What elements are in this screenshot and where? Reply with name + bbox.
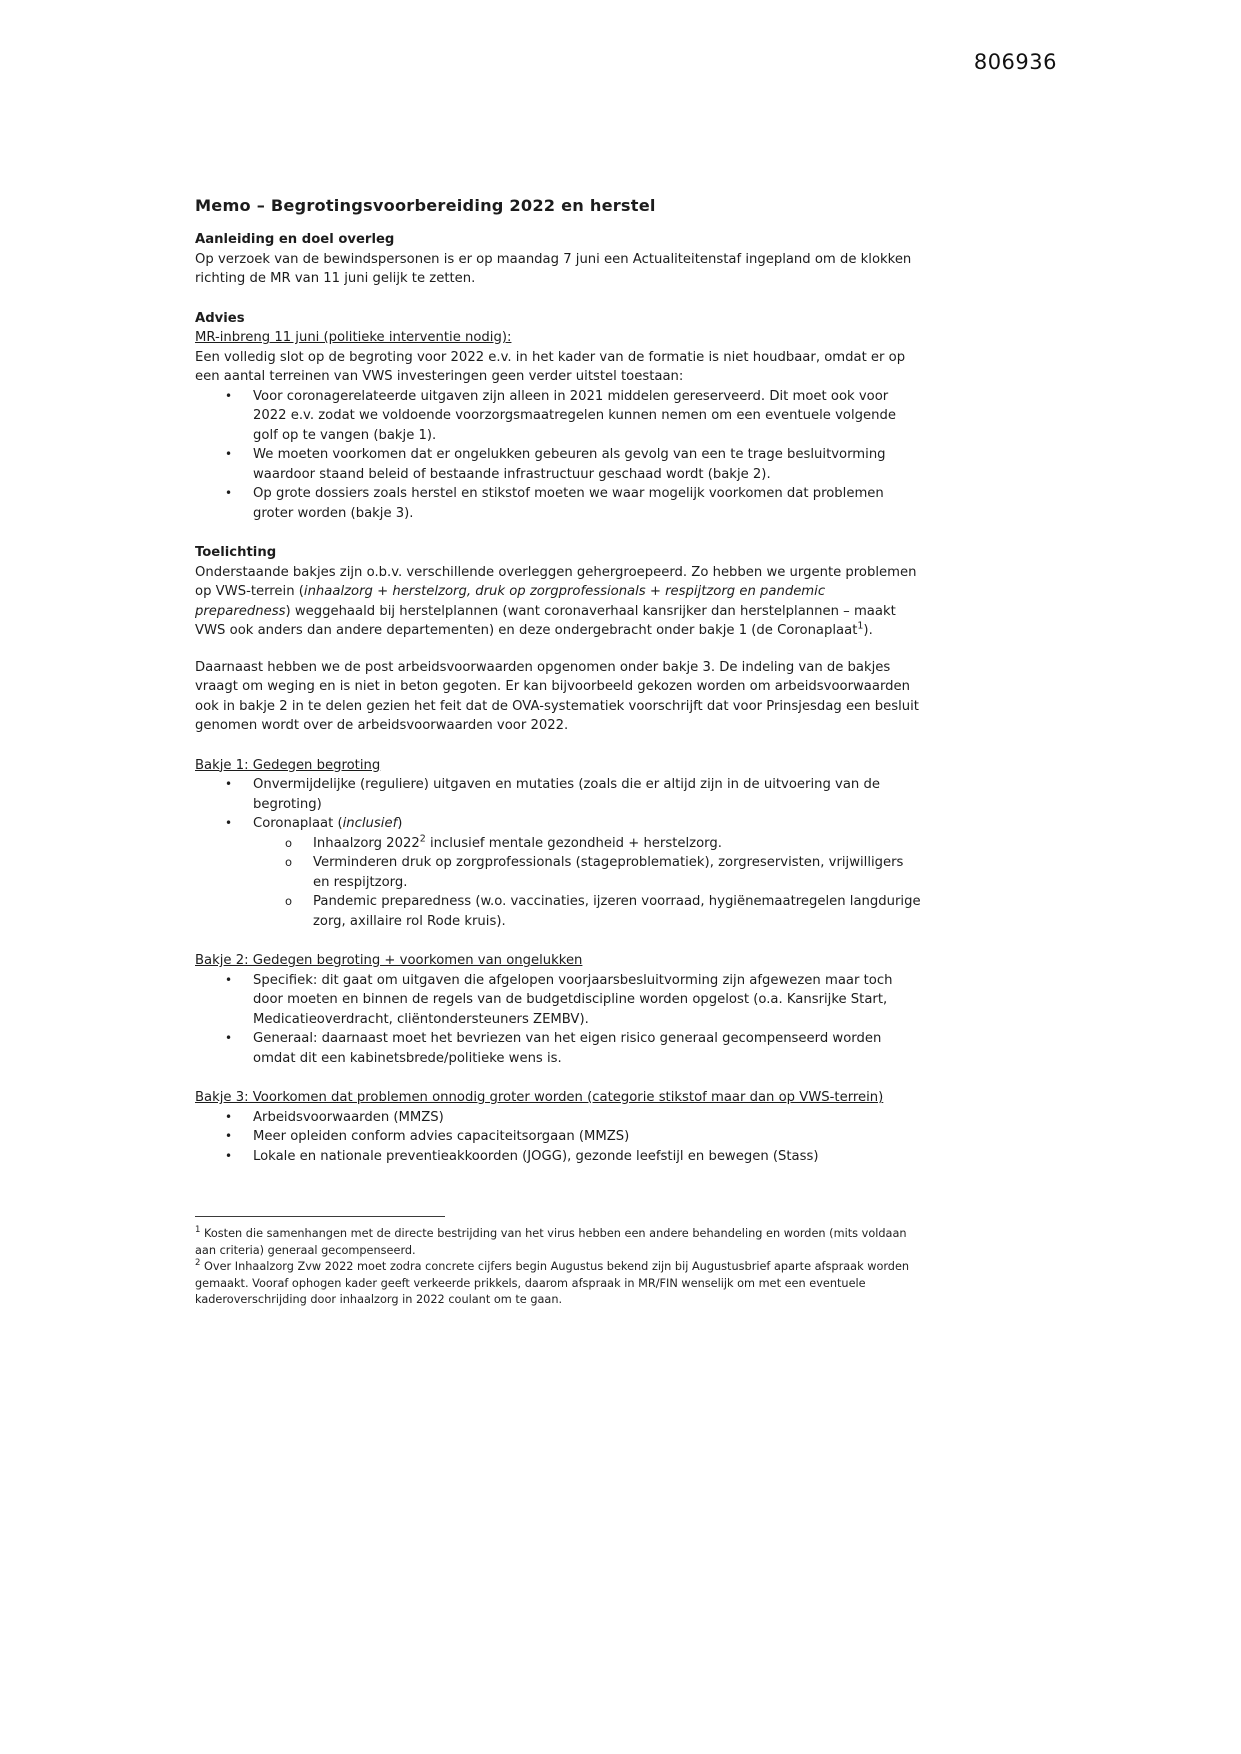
vertical-spacer — [195, 641, 923, 658]
text-run: inclusief mentale gezondheid + herstelzorg. — [425, 835, 722, 851]
doc-number: 806936 — [973, 50, 1057, 74]
footnote-marker: 1 — [195, 1225, 201, 1236]
bullet-text — [253, 1029, 923, 1068]
bullet-marker-icon: • — [225, 388, 233, 403]
vertical-spacer — [195, 523, 923, 543]
sub-bullet-item — [195, 853, 923, 892]
paragraph — [195, 328, 923, 348]
text-run: Advies — [195, 310, 245, 326]
text-run: Bakje 1: Gedegen begroting — [195, 757, 381, 773]
text-run: MR-inbreng 11 juni (politieke interventie nodig): — [195, 330, 512, 345]
text-run: Bakje 2: Gedegen begroting + voorkomen van ongelukken — [195, 953, 583, 968]
text-run: Generaal: daarnaast moet het bevriezen van het eigen risico generaal gecompenseerd worden omdat dit een kabinetsbrede/politieke wens is. — [253, 1031, 882, 1066]
bullet-marker-icon: • — [225, 972, 233, 987]
bullet-text — [253, 484, 923, 523]
text-run: ) weggehaald bij herstelplannen (want coronaverhaal kansrijker dan herstelplannen – maakt VWS ook anders dan andere departementen) en deze ondergebracht onder bakje 1 (de Coronaplaat — [195, 603, 896, 638]
footnote-list — [195, 1226, 923, 1309]
text-run: ) — [397, 816, 403, 831]
bullet-item — [195, 387, 923, 446]
circle-marker-icon: o — [285, 855, 293, 869]
text-run: Onderstaande bakjes zijn o.b.v. verschillende overleggen gehergroepeerd. Zo hebben we urgente problemen op VWS-terrein ( — [195, 564, 917, 599]
bullet-text — [313, 853, 923, 892]
bullet-item — [195, 1147, 923, 1167]
bullet-marker-icon: • — [225, 1148, 233, 1163]
bullet-marker-icon: • — [225, 1031, 233, 1045]
text-run: Voor coronagerelateerde uitgaven zijn alleen in 2021 middelen gereserveerd. Dit moet ook voor 2022 e.v. zodat we voldoende voorzorgsmaatregelen kunnen nemen om een eventuele volgende golf op te vangen (bakje 1). — [253, 388, 896, 443]
text-run: Op grote dossiers zoals herstel en stikstof moeten we waar mogelijk voorkomen dat problemen groter worden (bakje 3). — [253, 486, 884, 521]
section-heading — [195, 309, 923, 329]
vertical-spacer — [195, 736, 923, 756]
text-run: Onvermijdelijke (reguliere) uitgaven en mutaties (zoals die er altijd zijn in de uitvoering van de begroting) — [253, 777, 880, 812]
paragraph — [195, 1088, 923, 1108]
bullet-text — [253, 775, 923, 814]
bullet-item — [195, 1029, 923, 1068]
text-run: Coronaplaat ( — [253, 816, 343, 831]
paragraph — [195, 756, 923, 776]
bullet-text — [313, 834, 923, 854]
text-run: ). — [863, 623, 873, 638]
footnote-divider — [195, 1216, 445, 1217]
circle-marker-icon: o — [285, 894, 293, 908]
bullet-item — [195, 1127, 923, 1147]
section-heading — [195, 230, 923, 250]
memo-content — [195, 194, 923, 1166]
text-run: Bakje 3: Voorkomen dat problemen onnodig groter worden (categorie stikstof maar dan op VWS-terrein) — [195, 1090, 884, 1105]
text-run: Aanleiding en doel overleg — [195, 232, 395, 247]
text-run: inhaalzorg + herstelzorg, druk op zorgprofessionals + respijtzorg en pandemic preparedness — [195, 584, 826, 619]
bullet-marker-icon: • — [225, 486, 233, 500]
memo-title — [195, 194, 923, 218]
text-run: We moeten voorkomen dat er ongelukken gebeuren als gevolg van een te trage besluitvorming waardoor staand beleid of bestaande infrastructuur geschaad wordt (bakje 2). — [253, 447, 886, 482]
footnote-reference: 2 — [419, 833, 426, 845]
text-run: Arbeidsvoorwaarden (MMZS) — [253, 1109, 444, 1125]
bullet-text — [253, 1108, 923, 1128]
bullet-marker-icon: • — [225, 816, 233, 830]
footnotes-section — [195, 1216, 923, 1309]
bullet-item — [195, 814, 923, 834]
text-run: Inhaalzorg 2022 — [313, 835, 420, 851]
circle-marker-icon: o — [285, 835, 293, 850]
paragraph — [195, 658, 923, 736]
sub-bullet-item — [195, 892, 923, 931]
vertical-spacer — [195, 218, 923, 230]
paragraph — [195, 348, 923, 387]
paragraph — [195, 563, 923, 641]
bullet-text — [253, 971, 923, 1030]
vertical-spacer — [195, 289, 923, 309]
text-run: Een volledig slot op de begroting voor 2022 e.v. in het kader van de formatie is niet houdbaar, omdat er op een aantal terreinen van VWS investeringen geen verder uitstel toestaan: — [195, 349, 906, 384]
text-run: Op verzoek van de bewindspersonen is er op maandag 7 juni een Actualiteitenstaf ingepland om de klokken richting de MR van 11 juni gelijk te zetten. — [195, 251, 912, 286]
bullet-item — [195, 971, 923, 1030]
bullet-item — [195, 775, 923, 814]
text-run: Pandemic preparedness (w.o. vaccinaties, ijzeren voorraad, hygiënemaatregelen langdurige zorg, axillaire rol Rode kruis). — [313, 894, 921, 929]
text-run: Specifiek: dit gaat om uitgaven die afgelopen voorjaarsbesluitvorming zijn afgewezen maar toch door moeten en binnen de regels van de budgetdiscipline worden opgelost (o.a. Kansrijke Start, Medicatieoverdracht, cliëntondersteuners ZEMBV). — [253, 972, 893, 1027]
paragraph — [195, 951, 923, 971]
footnote: $^1$ Kosten die samenhangen met de directe bestrijding van het virus hebben een andere behandeling en worden (mits voldaan aan criteria) generaal gecompenseerd. — [195, 1225, 907, 1257]
bullet-item — [195, 1108, 923, 1128]
bullet-text — [253, 1127, 923, 1147]
paragraph — [195, 250, 923, 289]
text-run: Lokale en nationale preventieakkoorden (JOGG), gezonde leefstijl en bewegen (Stass) — [253, 1148, 819, 1164]
text-run: Daarnaast hebben we de post arbeidsvoorwaarden opgenomen onder bakje 3. De indeling van de bakjes vraagt om weging en is niet in beton gegoten. Er kan bijvoorbeeld gekozen worden om arbeidsvoorwaarden ook in bakje 2 in te delen gezien het feit dat de OVA-systematiek voorschrijft dat voor Prinsjesdag een besluit genomen wordt over de arbeidsvoorwaarden voor 2022. — [195, 659, 919, 733]
footnote-marker: 2 — [195, 1258, 201, 1269]
bullet-text — [253, 445, 923, 484]
text-run: Meer opleiden conform advies capaciteitsorgaan (MMZS) — [253, 1129, 630, 1144]
bullet-item — [195, 445, 923, 484]
bullet-text — [313, 892, 923, 931]
section-heading — [195, 543, 923, 563]
bullet-text — [253, 814, 923, 834]
text-run: Memo – Begrotingsvoorbereiding 2022 en herstel — [195, 196, 656, 215]
bullet-marker-icon: • — [225, 1109, 233, 1124]
sub-bullet-item — [195, 834, 923, 854]
text-run: Toelichting — [195, 545, 277, 560]
vertical-spacer — [195, 931, 923, 951]
vertical-spacer — [195, 1068, 923, 1088]
bullet-marker-icon: • — [225, 447, 233, 461]
footnote: $^2$ Over Inhaalzorg Zvw 2022 moet zodra concrete cijfers begin Augustus bekend zijn bij Augustusbrief aparte afspraak worden gemaakt. Vooraf ophogen kader geeft verkeerde prikkels, daarom afspraak in MR/FIN wenselijk om met een eventuele kaderoverschrijding door inhaalzorg in 2022 coulant om te gaan. — [195, 1258, 910, 1306]
text-run: Verminderen druk op zorgprofessionals (stageproblematiek), zorgreservisten, vrijwilligers en respijtzorg. — [313, 855, 904, 890]
bullet-marker-icon: • — [225, 1129, 233, 1143]
text-run: inclusief — [342, 816, 398, 831]
bullet-item — [195, 484, 923, 523]
bullet-marker-icon: • — [225, 777, 233, 791]
bullet-text — [253, 1147, 923, 1167]
bullet-text — [253, 387, 923, 446]
footnote-reference: 1 — [857, 620, 864, 632]
